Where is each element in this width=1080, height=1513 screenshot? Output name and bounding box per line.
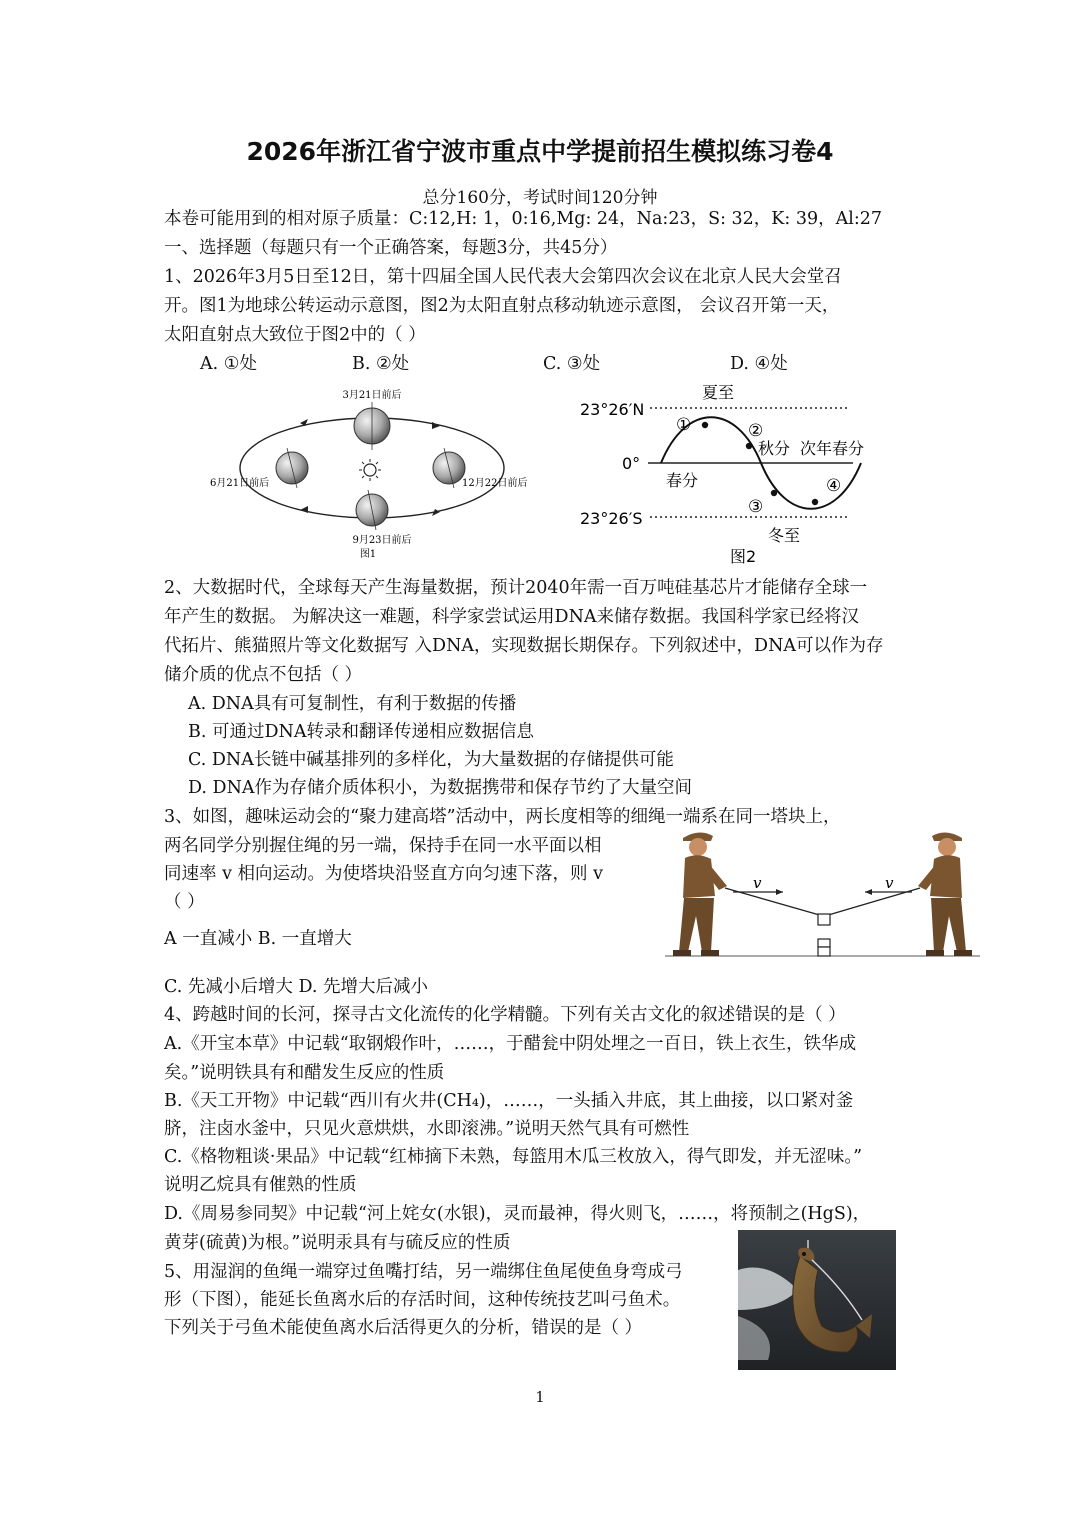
sun-icon (359, 459, 381, 481)
q2-option-a: A. DNA具有可复制性，有利于数据的传播 (188, 694, 517, 714)
q4-line: 黄芽(硫黄)为根。”说明汞具有与硫反应的性质 (164, 1233, 511, 1253)
fig2-next-spring: 次年春分 (800, 439, 865, 458)
q2-option-c: C. DNA长链中碱基排列的多样化，为大量数据的存储提供可能 (188, 750, 674, 770)
fig1-label-jun: 6月21日前后 (210, 478, 270, 489)
q4-line: B.《天工开物》中记载“西川有火井(CH₄)，……，一头插入井底，其上曲接，以口紧对釜 (164, 1091, 854, 1111)
q5-line: 5、用湿润的鱼绳一端穿过鱼嘴打结，另一端绑住鱼尾使鱼身弯成弓 (164, 1262, 683, 1282)
q1-option-d: D. ④处 (730, 354, 788, 374)
person-icon (918, 832, 972, 956)
q2-option-d: D. DNA作为存储介质体积小，为数据携带和保存节约了大量空间 (188, 778, 693, 798)
velocity-label: v (885, 874, 894, 892)
tower-block (818, 947, 830, 956)
q3-options-cd: C. 先减小后增大 D. 先增大后减小 (164, 977, 428, 997)
q1-option-c: C. ③处 (543, 354, 601, 374)
q1-line: 太阳直射点大致位于图2中的（ ） (164, 325, 426, 345)
q4-line: A.《开宝本草》中记载“取钢煅作叶，……，于醋瓮中阴处埋之一百日，铁上衣生，铁华成 (164, 1034, 857, 1054)
earth-orbit-figure (200, 382, 545, 564)
fig2-autumn: 秋分 (758, 439, 791, 458)
page-number: 1 (535, 1388, 545, 1406)
fig1-label-dec: 12月22日前后 (462, 478, 528, 489)
q2-line: 年产生的数据。 为解决这一难题，科学家尝试运用DNA来储存数据。我国科学家已经将汉 (164, 607, 860, 627)
fig2-winter: 冬至 (768, 526, 801, 545)
q3-line: 3、如图，趣味运动会的“聚力建高塔”活动中，两长度相等的细绳一端系在同一塔块上， (164, 807, 841, 827)
fig2-caption: 图2 (730, 547, 757, 566)
atomic-masses: 本卷可能用到的相对原子质量：C:12,H: 1，0:16,Mg: 24，Na:23，S: 32，K: 39，Al:27 (164, 209, 883, 229)
q5-line: 形（下图），能延长鱼离水后的存活时间，这种传统技艺叫弓鱼术。 (164, 1290, 681, 1310)
fig1-caption: 图1 (359, 549, 377, 560)
q3-options-ab: A 一直减小 B. 一直增大 (164, 929, 352, 949)
fig2-lat-s: 23°26′S (580, 509, 643, 528)
q4-line: 说明乙烷具有催熟的性质 (164, 1175, 357, 1195)
q4-line: 矣。”说明铁具有和醋发生反应的性质 (164, 1063, 445, 1083)
q1-option-a: A. ①处 (200, 354, 257, 374)
q4-line: 脐，注卤水釜中，只见火意烘烘，水即滚沸。”说明天然气具有可燃性 (164, 1119, 690, 1139)
fig2-mark-3: ③ (748, 497, 764, 517)
page-title: 2026年浙江省宁波市重点中学提前招生模拟练习卷4 (246, 137, 834, 166)
tower-block (818, 939, 830, 947)
q2-option-b: B. 可通过DNA转录和翻译传递相应数据信息 (188, 722, 534, 742)
fig1-label-sep: 9月23日前后 (352, 535, 412, 546)
q3-line: （ ） (164, 892, 205, 912)
section-heading: 一、选择题（每题只有一个正确答案，每题3分，共45分） (164, 238, 618, 258)
q1-line: 1、2026年3月5日至12日，第十四届全国人民代表大会第四次会议在北京人民大会堂召 (164, 267, 842, 287)
fig2-summer: 夏至 (702, 383, 735, 402)
tower-block (818, 914, 830, 925)
q1-option-b: B. ②处 (352, 354, 410, 374)
tower-game-figure (665, 826, 980, 964)
q4-line: 4、跨越时间的长河，探寻古文化流传的化学精髓。下列有关古文化的叙述错误的是（ ） (164, 1005, 846, 1025)
q2-line: 储介质的优点不包括（ ） (164, 665, 363, 685)
q4-line: C.《格物粗谈·果品》中记载“红柿摘下未熟，每篮用木瓜三枚放入，得气即发，并无涩味。” (164, 1147, 863, 1167)
fig1-label-mar: 3月21日前后 (342, 390, 402, 401)
sun-track-figure (578, 378, 888, 572)
person-icon (673, 832, 727, 956)
page-subtitle: 总分160分，考试时间120分钟 (422, 188, 658, 208)
fig2-mark-1: ① (676, 415, 692, 435)
q2-line: 代拓片、熊猫照片等文化数据写 入DNA，实现数据长期保存。下列叙述中，DNA可以作为存 (164, 636, 884, 656)
fig2-lat-n: 23°26′N (580, 400, 645, 419)
fig2-mark-4: ④ (826, 476, 842, 496)
q2-line: 2、大数据时代，全球每天产生海量数据，预计2040年需一百万吨硅基芯片才能储存全球一 (164, 578, 868, 598)
fig2-mark-2: ② (748, 421, 764, 441)
q3-line: 两名同学分别握住绳的另一端，保持手在同一水平面以相 (164, 836, 602, 856)
fig2-lat-0: 0° (622, 454, 641, 473)
q1-line: 开。图1为地球公转运动示意图，图2为太阳直射点移动轨迹示意图， 会议召开第一天， (164, 296, 840, 316)
q4-line: D.《周易参同契》中记载“河上姹女(水银)，灵而最神，得火则飞，……，将预制之(HgS)， (164, 1204, 871, 1224)
bow-fish-photo (738, 1230, 896, 1370)
fig2-spring: 春分 (666, 471, 699, 490)
q3-line: 同速率 v 相向运动。为使塔块沿竖直方向匀速下落，则 v (164, 864, 603, 884)
q5-line: 下列关于弓鱼术能使鱼离水后活得更久的分析，错误的是（ ） (164, 1318, 643, 1338)
velocity-label: v (753, 874, 762, 892)
